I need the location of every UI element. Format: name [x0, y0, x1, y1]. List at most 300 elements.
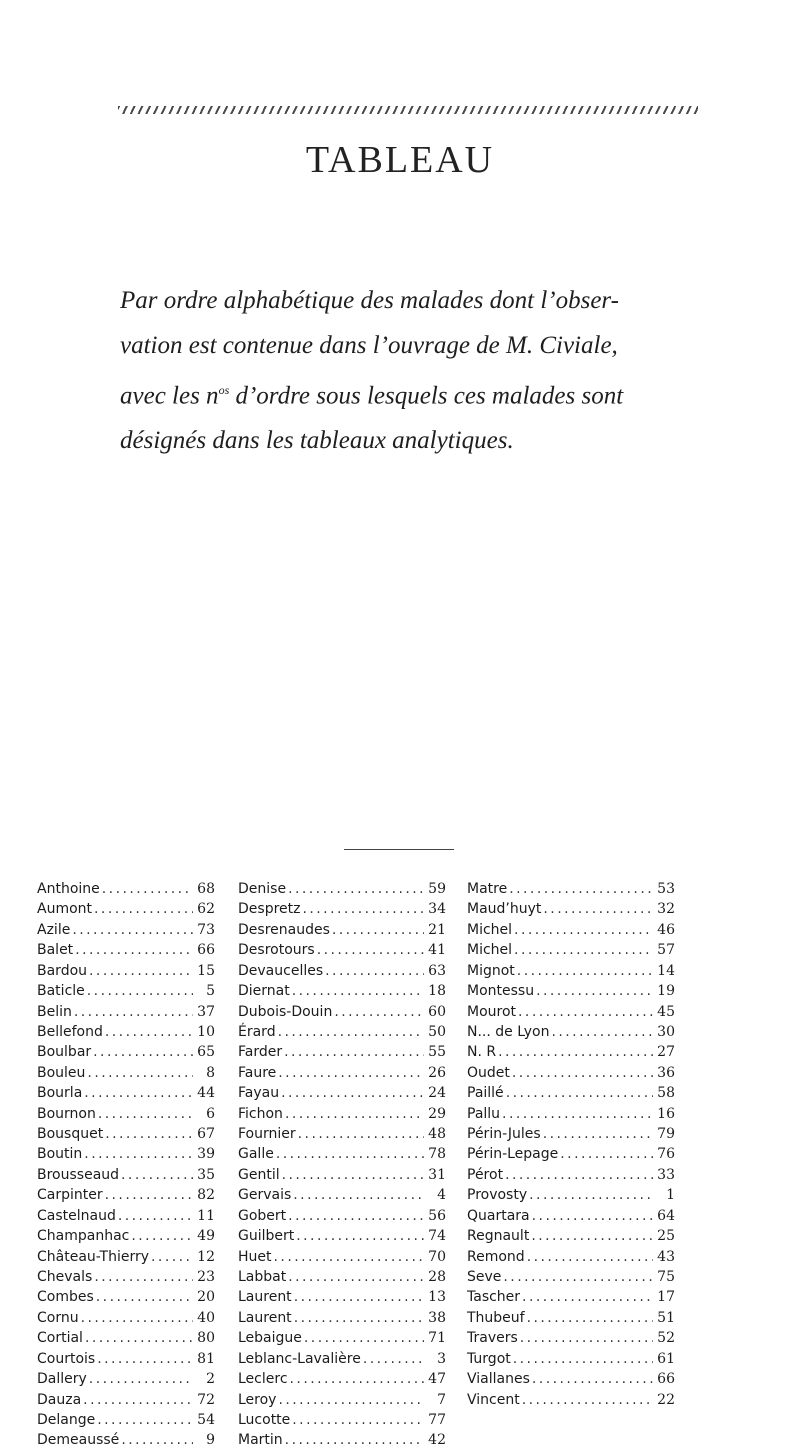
index-entry	[37, 1124, 215, 1144]
dot-leader	[72, 920, 193, 940]
patient-name: Galle	[238, 1146, 274, 1163]
index-entry	[37, 1144, 215, 1164]
dot-leader	[296, 1226, 424, 1246]
patient-name: Vincent	[467, 1391, 520, 1408]
index-entry	[238, 1226, 446, 1246]
order-number: 50	[428, 1023, 446, 1040]
order-number: 34	[428, 901, 446, 918]
dot-leader	[97, 1410, 193, 1430]
patient-name: Belin	[37, 1003, 72, 1020]
index-entry	[467, 1063, 675, 1083]
dot-leader	[118, 1206, 193, 1226]
index-entry	[238, 1042, 446, 1062]
patient-name: Brousseaud	[37, 1166, 120, 1183]
patient-name: Delange	[37, 1411, 96, 1428]
dot-leader	[529, 1185, 653, 1205]
order-number: 17	[657, 1289, 675, 1306]
order-number: 12	[197, 1248, 215, 1265]
order-number: 40	[197, 1309, 215, 1326]
index-entry	[37, 981, 215, 1001]
index-entry	[37, 920, 215, 940]
dot-leader	[75, 940, 193, 960]
index-entry	[37, 879, 215, 899]
patient-name: Travers	[467, 1330, 518, 1347]
subtitle	[120, 278, 700, 463]
order-number: 77	[428, 1411, 446, 1428]
patient-name: Carpinter	[37, 1187, 103, 1204]
index-entry	[238, 1390, 446, 1410]
patient-name: Maud’huyt	[467, 901, 542, 918]
patient-name: Matre	[467, 881, 508, 897]
patient-name: Tascher	[467, 1289, 521, 1306]
order-number: 13	[428, 1289, 446, 1306]
index-entry	[37, 1063, 215, 1083]
patient-name: Balet	[37, 942, 74, 959]
order-number: 54	[197, 1411, 215, 1428]
patient-name: Combes	[37, 1289, 94, 1306]
dot-leader	[94, 899, 193, 919]
index-entry	[37, 1430, 215, 1450]
dot-leader	[292, 1410, 424, 1430]
index-column-2	[238, 879, 446, 1451]
index-entry	[467, 1369, 675, 1389]
dot-leader	[513, 1349, 653, 1369]
order-number: 7	[437, 1391, 446, 1408]
order-number: 36	[657, 1064, 675, 1081]
index-entry	[467, 1124, 675, 1144]
dot-leader	[276, 1144, 424, 1164]
dot-leader	[81, 1308, 193, 1328]
order-number: 22	[657, 1391, 675, 1408]
index-entry	[37, 1083, 215, 1103]
patient-name: Farder	[238, 1044, 283, 1061]
order-number: 27	[657, 1044, 675, 1061]
order-number: 29	[428, 1105, 446, 1122]
order-number: 78	[428, 1146, 446, 1163]
dot-leader	[551, 1022, 653, 1042]
dot-leader	[105, 1022, 193, 1042]
dot-leader	[94, 1267, 193, 1287]
dot-leader	[317, 940, 424, 960]
patient-name: Devaucelles	[238, 962, 324, 979]
dot-leader	[85, 1328, 193, 1348]
dot-leader	[363, 1349, 424, 1369]
index-entry	[37, 1206, 215, 1226]
dot-leader	[527, 1308, 653, 1328]
patient-name: Boulbar	[37, 1044, 92, 1061]
dot-leader	[502, 1104, 653, 1124]
patient-name: Oudet	[467, 1064, 510, 1081]
dot-leader	[518, 1002, 653, 1022]
dot-leader	[288, 1267, 424, 1287]
index-entry	[467, 961, 675, 981]
index-entry	[37, 1390, 215, 1410]
index-entry	[37, 1267, 215, 1287]
order-number: 38	[428, 1309, 446, 1326]
order-number: 42	[428, 1432, 446, 1449]
patient-name: Gentil	[238, 1166, 280, 1183]
order-number: 47	[428, 1371, 446, 1388]
dot-leader	[498, 1042, 653, 1062]
dot-leader	[334, 1002, 424, 1022]
patient-name: Paillé	[467, 1085, 504, 1102]
order-number: 9	[206, 1432, 215, 1449]
dot-leader	[285, 1104, 424, 1124]
subtitle-line-3-end: d’ordre sous lesquels ces malades sont	[229, 382, 624, 410]
dot-leader	[514, 940, 653, 960]
patient-name: Leclerc	[238, 1371, 288, 1388]
dot-leader	[294, 1308, 424, 1328]
patient-name: Courtois	[37, 1350, 96, 1367]
dot-leader	[293, 1185, 424, 1205]
dot-leader	[105, 1185, 193, 1205]
order-number: 49	[197, 1228, 215, 1245]
order-number: 37	[197, 1003, 215, 1020]
dot-leader	[281, 1083, 424, 1103]
order-number: 82	[197, 1187, 215, 1204]
index-entry	[37, 1165, 215, 1185]
order-number: 45	[657, 1003, 675, 1020]
patient-name: Lebaigue	[238, 1330, 302, 1347]
patient-name: Bouleu	[37, 1064, 86, 1081]
index-entry	[238, 1002, 446, 1022]
order-number: 33	[657, 1166, 675, 1183]
patient-name: Remond	[467, 1248, 525, 1265]
dot-leader	[532, 1206, 653, 1226]
index-entry	[238, 1165, 446, 1185]
patient-name: Bardou	[37, 962, 88, 979]
index-entry	[238, 1287, 446, 1307]
index-entry	[238, 940, 446, 960]
order-number: 11	[197, 1207, 215, 1224]
patient-name: N... de Lyon	[467, 1023, 550, 1040]
index-entry	[238, 1063, 446, 1083]
order-number: 32	[657, 901, 675, 918]
index-entry	[467, 920, 675, 940]
index-entry	[467, 1287, 675, 1307]
dot-leader	[274, 1247, 424, 1267]
dot-leader	[87, 1063, 193, 1083]
order-number: 68	[197, 881, 215, 897]
index-entry	[37, 1308, 215, 1328]
index-entry	[37, 961, 215, 981]
order-number: 51	[657, 1309, 675, 1326]
patient-name: Quartara	[467, 1207, 530, 1224]
index-entry	[238, 961, 446, 981]
order-number: 4	[437, 1187, 446, 1204]
patient-name: Baticle	[37, 983, 85, 1000]
index-entry	[238, 899, 446, 919]
index-entry	[467, 1083, 675, 1103]
order-number: 81	[197, 1350, 215, 1367]
order-number: 2	[206, 1371, 215, 1388]
order-number: 55	[428, 1044, 446, 1061]
dot-leader	[89, 1369, 193, 1389]
index-entry	[37, 1226, 215, 1246]
index-entry	[467, 899, 675, 919]
patient-name: Anthoine	[37, 881, 100, 897]
patient-name: Château-Thierry	[37, 1248, 150, 1265]
dot-leader	[278, 1063, 424, 1083]
dot-leader	[560, 1144, 653, 1164]
order-number: 39	[197, 1146, 215, 1163]
patient-name: Turgot	[467, 1350, 511, 1367]
dot-leader	[509, 879, 653, 899]
order-number: 15	[197, 962, 215, 979]
index-column-3	[467, 879, 675, 1410]
dot-leader	[105, 1124, 193, 1144]
index-entry	[467, 1390, 675, 1410]
dot-leader	[298, 1124, 424, 1144]
dot-leader	[97, 1349, 193, 1369]
patient-name: Regnault	[467, 1228, 530, 1245]
index-entry	[238, 920, 446, 940]
order-number: 73	[197, 921, 215, 938]
index-entry	[467, 1226, 675, 1246]
patient-name: Laurent	[238, 1309, 292, 1326]
dot-leader	[522, 1390, 653, 1410]
index-entry	[238, 1369, 446, 1389]
index-entry	[37, 1287, 215, 1307]
index-entry	[238, 1083, 446, 1103]
index-entry	[238, 1267, 446, 1287]
dot-leader	[278, 1390, 424, 1410]
patient-name: Denise	[238, 881, 287, 897]
index-entry	[238, 1430, 446, 1450]
index-entry	[238, 1247, 446, 1267]
index-entry	[238, 981, 446, 1001]
order-number: 79	[657, 1126, 675, 1143]
patient-name: Boutin	[37, 1146, 83, 1163]
order-number: 66	[197, 942, 215, 959]
patient-name: Demeaussé	[37, 1432, 120, 1449]
index-entry	[467, 1042, 675, 1062]
dot-leader	[102, 879, 193, 899]
dot-leader	[506, 1083, 653, 1103]
index-entry	[37, 1022, 215, 1042]
patient-name: Diernat	[238, 983, 290, 1000]
order-number: 48	[428, 1126, 446, 1143]
patient-name: Pérot	[467, 1166, 504, 1183]
order-number: 57	[657, 942, 675, 959]
patient-name: Leroy	[238, 1391, 277, 1408]
dot-leader	[288, 1206, 424, 1226]
patient-name: Labbat	[238, 1269, 287, 1286]
patient-name: Leblanc-Lavalière	[238, 1350, 361, 1367]
order-number: 26	[428, 1064, 446, 1081]
order-number: 18	[428, 983, 446, 1000]
order-number: 5	[206, 983, 215, 1000]
dot-leader	[284, 1042, 424, 1062]
subtitle-line-3-start: avec les n	[120, 382, 219, 410]
order-number: 24	[428, 1085, 446, 1102]
patient-name: Faure	[238, 1064, 277, 1081]
subtitle-superscript: os	[218, 383, 230, 397]
patient-name: Guilbert	[238, 1228, 295, 1245]
dot-leader	[325, 961, 424, 981]
patient-name: Mourot	[467, 1003, 517, 1020]
patient-name: Chevals	[37, 1269, 93, 1286]
patient-name: Martin	[238, 1432, 283, 1449]
patient-name: Bousquet	[37, 1126, 104, 1143]
dot-leader	[294, 1287, 424, 1307]
order-number: 1	[666, 1187, 675, 1204]
dot-leader	[536, 981, 653, 1001]
patient-name: Laurent	[238, 1289, 292, 1306]
patient-name: Gervais	[238, 1187, 292, 1204]
index-entry	[467, 1144, 675, 1164]
index-entry	[37, 1369, 215, 1389]
index-entry	[467, 1185, 675, 1205]
order-number: 31	[428, 1166, 446, 1183]
index-entry	[467, 879, 675, 899]
order-number: 71	[428, 1330, 446, 1347]
patient-name: Fournier	[238, 1126, 296, 1143]
patient-name: Bourla	[37, 1085, 83, 1102]
patient-name: Bellefond	[37, 1023, 103, 1040]
dot-leader	[278, 1022, 424, 1042]
order-number: 64	[657, 1207, 675, 1224]
patient-name: Dubois-Douin	[238, 1003, 333, 1020]
patient-name: Champanhac	[37, 1228, 130, 1245]
dot-leader	[89, 961, 193, 981]
dot-leader	[84, 1083, 193, 1103]
index-entry	[467, 1328, 675, 1348]
dot-leader	[93, 1042, 193, 1062]
index-entry	[238, 1328, 446, 1348]
dot-leader	[332, 920, 424, 940]
index-entry	[467, 1267, 675, 1287]
patient-name: Dauza	[37, 1391, 82, 1408]
order-number: 23	[197, 1269, 215, 1286]
order-number: 59	[428, 881, 446, 897]
dot-leader	[531, 1226, 653, 1246]
order-number: 52	[657, 1330, 675, 1347]
dot-leader	[505, 1165, 653, 1185]
patient-name: Viallanes	[467, 1371, 530, 1388]
page-title: TABLEAU	[305, 139, 495, 181]
order-number: 56	[428, 1207, 446, 1224]
order-number: 75	[657, 1269, 675, 1286]
index-entry	[467, 940, 675, 960]
index-entry	[238, 879, 446, 899]
order-number: 28	[428, 1269, 446, 1286]
index-entry	[238, 1206, 446, 1226]
subtitle-line-3	[120, 368, 700, 418]
order-number: 20	[197, 1289, 215, 1306]
dot-leader	[292, 981, 424, 1001]
patient-name: Cornu	[37, 1309, 79, 1326]
dot-leader	[522, 1287, 653, 1307]
index-entry	[37, 1328, 215, 1348]
patient-name: Fichon	[238, 1105, 283, 1122]
patient-name: Seve	[467, 1269, 502, 1286]
index-entry	[238, 1410, 446, 1430]
dot-leader	[282, 1165, 424, 1185]
index-entry	[467, 1247, 675, 1267]
dot-leader	[83, 1390, 193, 1410]
patient-name: Michel	[467, 942, 513, 959]
order-number: 6	[206, 1105, 215, 1122]
order-number: 30	[657, 1023, 675, 1040]
order-number: 80	[197, 1330, 215, 1347]
dot-leader	[304, 1328, 424, 1348]
index-entry	[37, 1002, 215, 1022]
patient-name: Azile	[37, 921, 71, 938]
index-entry	[467, 1002, 675, 1022]
index-entry	[37, 1104, 215, 1124]
divider-rule	[344, 849, 454, 850]
index-column-1	[37, 879, 215, 1451]
dot-leader	[302, 899, 424, 919]
index-entry	[37, 940, 215, 960]
index-entry	[467, 1022, 675, 1042]
patient-name: Mignot	[467, 962, 515, 979]
index-entry	[37, 899, 215, 919]
patient-name: Michel	[467, 921, 513, 938]
order-number: 67	[197, 1126, 215, 1143]
order-number: 76	[657, 1146, 675, 1163]
order-number: 72	[197, 1391, 215, 1408]
patient-name: Desrenaudes	[238, 921, 330, 938]
order-number: 63	[428, 962, 446, 979]
index-entry	[37, 1349, 215, 1369]
index-entry	[238, 1349, 446, 1369]
patient-name: Aumont	[37, 901, 93, 918]
index-entry	[467, 1206, 675, 1226]
order-number: 74	[428, 1228, 446, 1245]
order-number: 70	[428, 1248, 446, 1265]
patient-name: Bournon	[37, 1105, 96, 1122]
order-number: 46	[657, 921, 675, 938]
patient-name: Gobert	[238, 1207, 287, 1224]
dot-leader	[87, 981, 193, 1001]
patient-name: Castelnaud	[37, 1207, 116, 1224]
dot-leader	[517, 961, 653, 981]
dot-leader	[512, 1063, 653, 1083]
patient-name: Huet	[238, 1248, 272, 1265]
order-number: 14	[657, 962, 675, 979]
order-number: 62	[197, 901, 215, 918]
patient-name: Despretz	[238, 901, 301, 918]
patient-name: Périn-Lepage	[467, 1146, 559, 1163]
index-entry	[467, 1165, 675, 1185]
patient-name: Montessu	[467, 983, 535, 1000]
order-number: 60	[428, 1003, 446, 1020]
dot-leader	[288, 879, 424, 899]
order-number: 43	[657, 1248, 675, 1265]
index-entry	[238, 1185, 446, 1205]
order-number: 10	[197, 1023, 215, 1040]
dot-leader	[532, 1369, 653, 1389]
index-entry	[238, 1022, 446, 1042]
dot-leader	[290, 1369, 424, 1389]
patient-name: N. R	[467, 1044, 497, 1061]
order-number: 53	[657, 881, 675, 897]
order-number: 44	[197, 1085, 215, 1102]
index-entry	[467, 1308, 675, 1328]
dot-leader	[96, 1287, 193, 1307]
dot-leader	[121, 1165, 193, 1185]
index-entry	[238, 1144, 446, 1164]
index-entry	[238, 1104, 446, 1124]
decorative-ornament-band	[118, 106, 698, 114]
dot-leader	[151, 1247, 193, 1267]
patient-name: Périn-Jules	[467, 1126, 541, 1143]
dot-leader	[84, 1144, 193, 1164]
order-number: 65	[197, 1044, 215, 1061]
order-number: 35	[197, 1166, 215, 1183]
